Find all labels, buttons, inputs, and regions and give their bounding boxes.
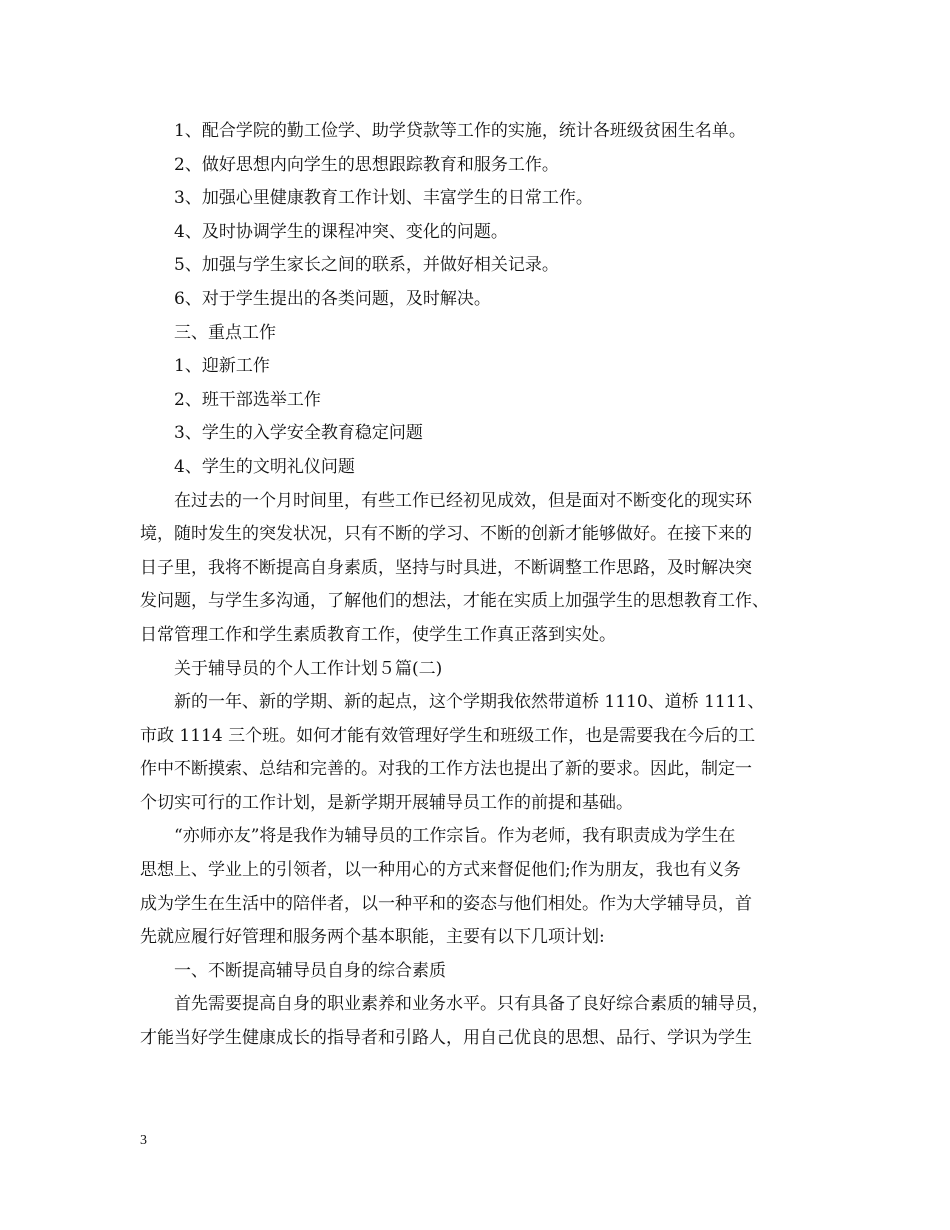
text-line: 6、对于学生提出的各类问题，及时解决。 [174, 288, 491, 309]
text-line: 境，随时发生的突发状况，只有不断的学习、不断的创新才能够做好。在接下来的 [140, 524, 752, 545]
text-line: 在过去的一个月时间里，有些工作已经初见成效，但是面对不断变化的现实环 [174, 490, 752, 511]
text-line: 作中不断摸索、总结和完善的。对我的工作方法也提出了新的要求。因此，制定一 [140, 759, 752, 780]
text-line: 2、班干部选举工作 [174, 389, 321, 410]
text-line: 成为学生在生活中的陪伴者，以一种平和的姿态与他们相处。作为大学辅导员，首 [140, 893, 752, 914]
text-line: 市政 1114 三个班。如何才能有效管理好学生和班级工作，也是需要我在今后的工 [140, 725, 756, 746]
text-line: 4、学生的文明礼仪问题 [174, 456, 355, 477]
page-number: 3 [140, 1133, 147, 1148]
text-line: 2、做好思想内向学生的思想跟踪教育和服务工作。 [174, 154, 559, 175]
text-line: 一、不断提高辅导员自身的综合素质 [174, 960, 446, 981]
text-line: “亦师亦友”将是我作为辅导员的工作宗旨。作为老师，我有职责成为学生在 [174, 826, 736, 847]
text-line: 3、加强心里健康教育工作计划、丰富学生的日常工作。 [174, 188, 593, 209]
text-line: 首先需要提高自身的职业素养和业务水平。只有具备了良好综合素质的辅导员， [174, 994, 769, 1015]
text-line: 思想上、学业上的引领者，以一种用心的方式来督促他们;作为朋友，我也有义务 [140, 860, 741, 881]
document-body [140, 115, 820, 1056]
text-line: 才能当好学生健康成长的指导者和引路人，用自己优良的思想、品行、学识为学生 [140, 1028, 752, 1049]
text-line: 个切实可行的工作计划，是新学期开展辅导员工作的前提和基础。 [140, 792, 633, 813]
text-line: 日常管理工作和学生素质教育工作，使学生工作真正落到实处。 [140, 624, 616, 645]
text-line: 1、配合学院的勤工俭学、助学贷款等工作的实施，统计各班级贫困生名单。 [174, 121, 746, 141]
text-line: 三、重点工作 [174, 322, 276, 343]
text-line: 4、及时协调学生的课程冲突、变化的问题。 [174, 221, 508, 242]
text-line: 发问题，与学生多沟通，了解他们的想法，才能在实质上加强学生的思想教育工作、 [140, 591, 769, 612]
text-line: 日子里，我将不断提高自身素质，坚持与时具进，不断调整工作思路，及时解决突 [140, 557, 752, 578]
text-line: 3、学生的入学安全教育稳定问题 [174, 423, 423, 444]
text-line: 先就应履行好管理和服务两个基本职能，主要有以下几项计划: [140, 927, 605, 948]
text-line: 1、迎新工作 [174, 356, 270, 377]
text-line: 5、加强与学生家长之间的联系，并做好相关记录。 [174, 255, 559, 276]
text-line: 新的一年、新的学期、新的起点，这个学期我依然带道桥 1110、道桥 1111、 [174, 692, 765, 713]
text-line: 关于辅导员的个人工作计划５篇(二) [174, 658, 443, 679]
